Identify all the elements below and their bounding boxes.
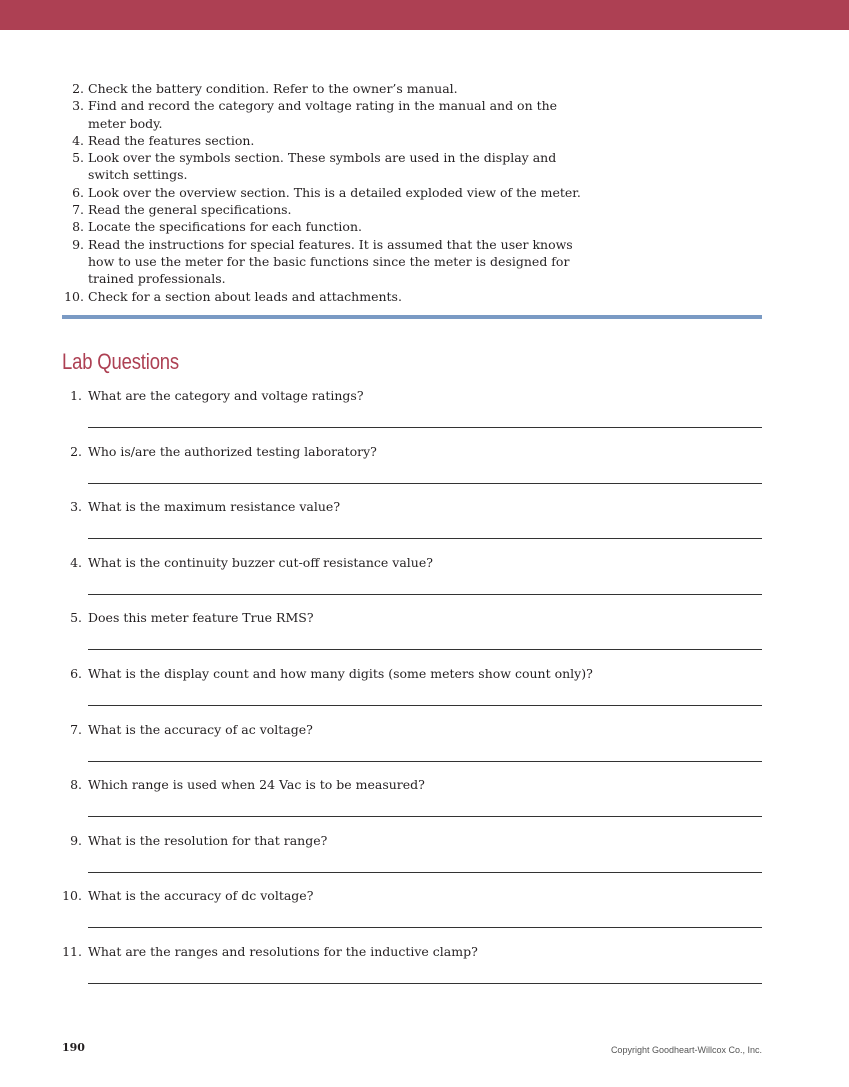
procedure-step [62, 201, 582, 218]
question-item [62, 443, 762, 499]
question-item [62, 554, 762, 610]
question-text: Which range is used when 24 Vac is to be measured? [88, 777, 425, 793]
answer-line[interactable] [88, 983, 762, 984]
question-text: What are the ranges and resolutions for the inductive clamp? [88, 943, 478, 959]
procedure-steps [62, 80, 582, 305]
question-number: 3. [70, 499, 82, 515]
step-text: Find and record the category and voltage rating in the manual and on the meter body. [88, 98, 558, 131]
procedure-step [62, 184, 582, 201]
question-item [62, 387, 762, 443]
question-item [62, 498, 762, 554]
procedure-step [62, 132, 582, 149]
question-text: Does this meter feature True RMS? [88, 610, 314, 626]
step-text: Read the general specifications. [88, 202, 292, 218]
answer-line[interactable] [88, 594, 762, 595]
section-title: Lab Questions [62, 349, 179, 374]
procedure-step [62, 97, 582, 132]
question-number: 1. [70, 388, 82, 403]
answer-line[interactable] [88, 649, 762, 650]
step-number: 3. [72, 98, 84, 114]
top-color-bar [0, 0, 849, 30]
procedure-step [62, 288, 582, 305]
answer-line[interactable] [88, 427, 762, 428]
step-text: Look over the symbols section. These symbols are used in the display and switch settings. [88, 150, 557, 183]
procedure-step [62, 80, 582, 97]
question-number: 9. [70, 832, 82, 848]
question-number: 7. [70, 721, 82, 737]
answer-line[interactable] [88, 872, 762, 873]
step-number: 5. [72, 150, 84, 166]
question-number: 5. [70, 610, 82, 626]
copyright-notice: Copyright Goodheart-Willcox Co., Inc. [610, 1045, 762, 1055]
question-item [62, 721, 762, 777]
step-number: 10. [64, 288, 84, 304]
step-text: Look over the overview section. This is a detailed exploded view of the meter. [88, 184, 581, 200]
step-text: Locate the specifications for each function. [88, 219, 362, 235]
question-text: What is the continuity buzzer cut-off resistance value? [88, 554, 433, 570]
section-divider [62, 315, 762, 319]
step-number: 9. [72, 236, 84, 252]
question-text: What is the accuracy of ac voltage? [88, 721, 313, 737]
question-text: What is the resolution for that range? [88, 832, 328, 848]
question-number: 4. [70, 554, 82, 570]
question-text: Who is/are the authorized testing laboratory? [88, 443, 377, 459]
question-number: 8. [70, 777, 82, 793]
question-item [62, 609, 762, 665]
step-number: 4. [72, 132, 84, 148]
step-text: Check for a section about leads and attachments. [88, 288, 402, 304]
step-number: 7. [72, 202, 84, 218]
step-text: Read the instructions for special features. It is assumed that the user knows how to use the meter for the basic functions since the meter is designed for trained professionals. [88, 236, 573, 287]
answer-line[interactable] [88, 761, 762, 762]
question-number: 2. [70, 443, 82, 459]
step-number: 2. [72, 81, 84, 96]
answer-line[interactable] [88, 538, 762, 539]
question-item [62, 887, 762, 943]
question-item [62, 665, 762, 721]
question-number: 6. [70, 665, 82, 681]
step-number: 6. [72, 184, 84, 200]
procedure-step [62, 218, 582, 235]
question-text: What is the accuracy of dc voltage? [88, 888, 314, 904]
page-number: 190 [62, 1041, 85, 1054]
question-item [62, 776, 762, 832]
answer-line[interactable] [88, 816, 762, 817]
lab-questions [62, 387, 762, 999]
question-text: What is the maximum resistance value? [88, 499, 341, 515]
step-text: Check the battery condition. Refer to the owner’s manual. [88, 81, 458, 96]
step-number: 8. [72, 219, 84, 235]
question-item [62, 832, 762, 888]
question-number: 11. [62, 943, 82, 959]
question-number: 10. [62, 888, 82, 904]
question-text: What is the display count and how many digits (some meters show count only)? [88, 665, 593, 681]
answer-line[interactable] [88, 705, 762, 706]
question-text: What are the category and voltage ratings? [88, 388, 364, 403]
answer-line[interactable] [88, 927, 762, 928]
procedure-step [62, 149, 582, 184]
question-item [62, 943, 762, 999]
procedure-step [62, 236, 582, 288]
answer-line[interactable] [88, 483, 762, 484]
step-text: Read the features section. [88, 132, 255, 148]
